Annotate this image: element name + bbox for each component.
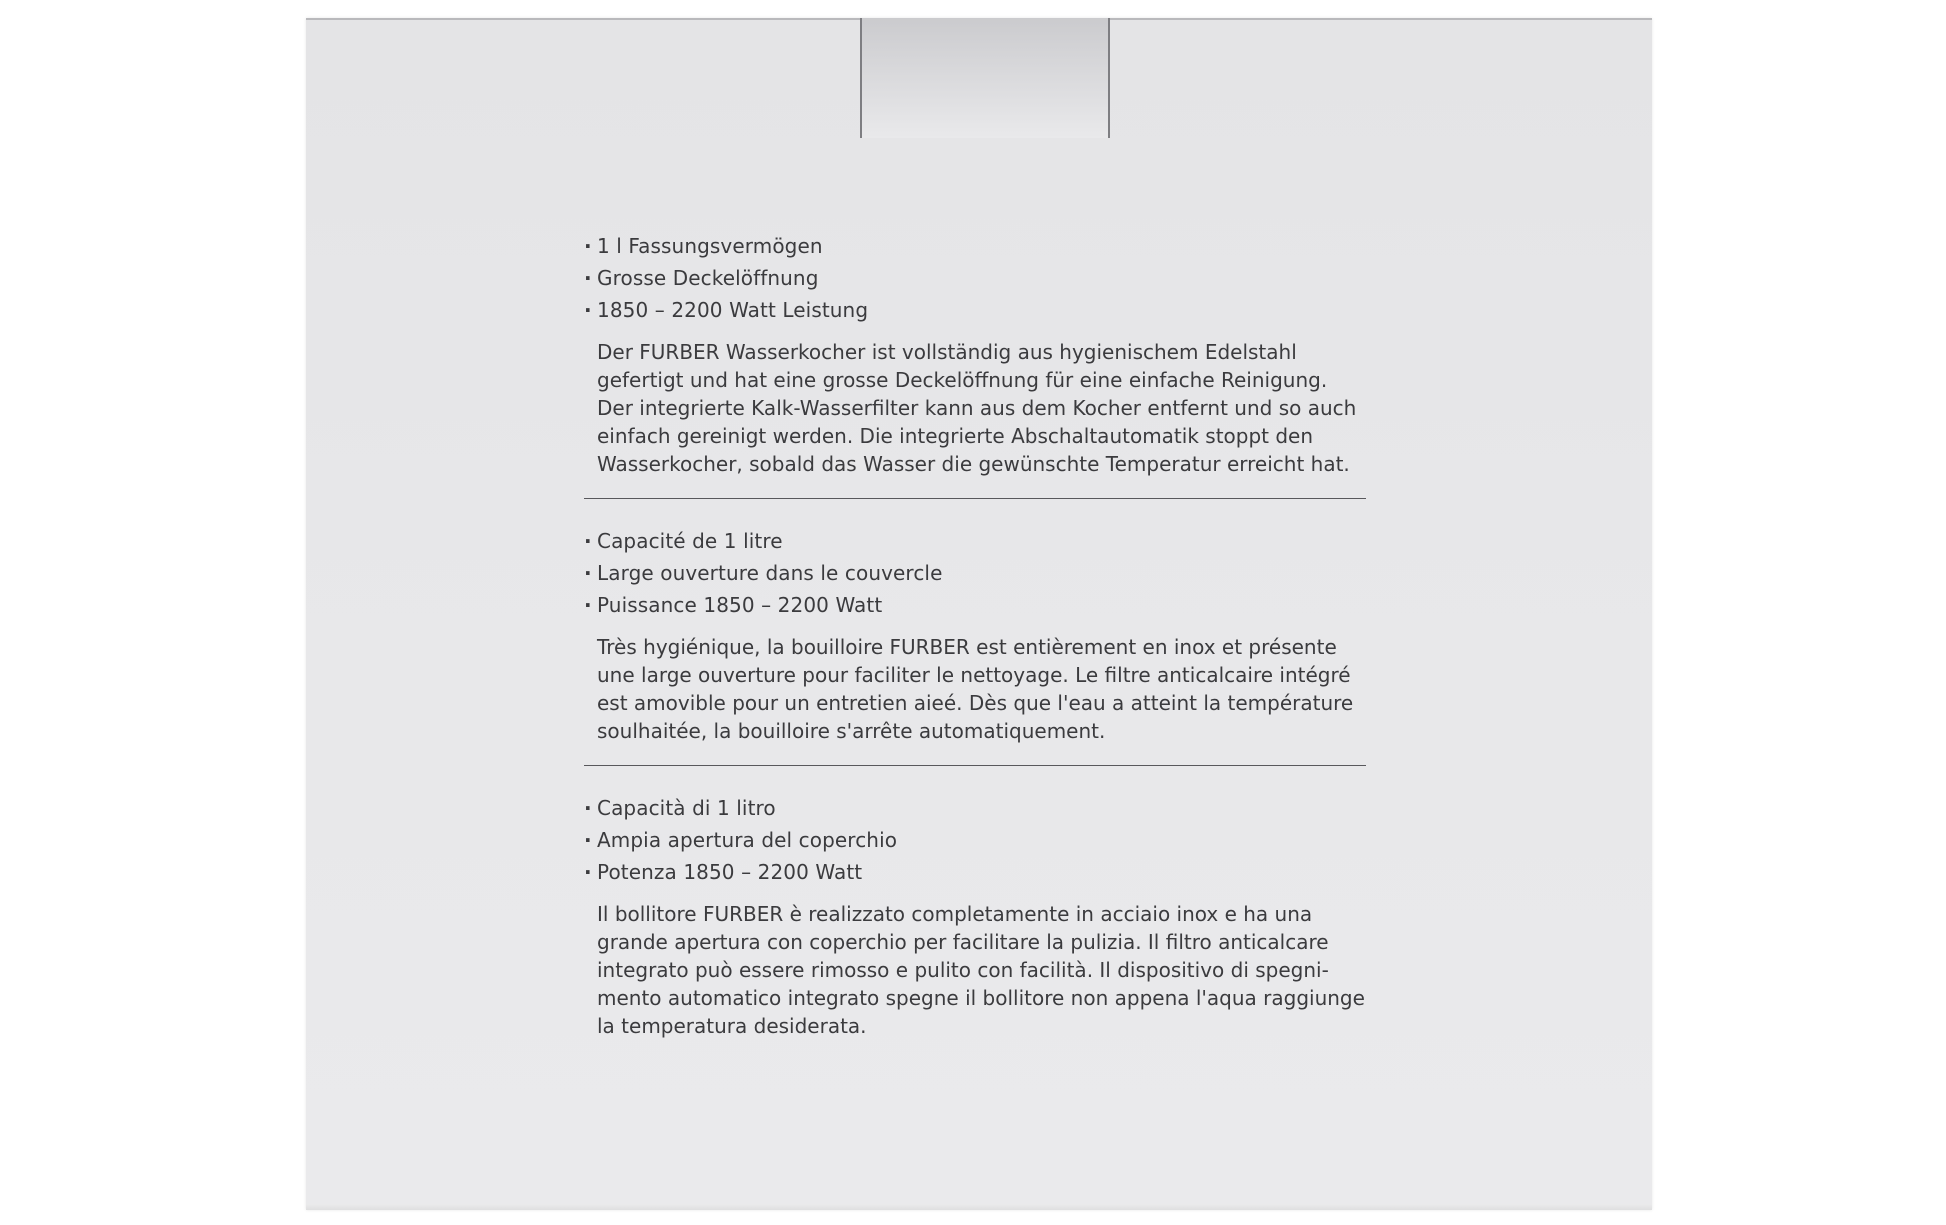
feature-item: · Ampia apertura del coperchio [584,824,1374,856]
feature-item: · Capacité de 1 litre [584,525,1374,557]
box-lid-flap [860,18,1110,138]
section-italian [584,792,1374,1040]
description-italian: Il bollitore FURBER è realizzato completamente in acciaio inox e ha una grande apertura con coperchio per facilitare la pulizia. Il filtro anticalcare integrato può essere rimosso e pulito con facilità. Il dispositivo di spegni- mento automatico integrato spegne il bollitore non appena l'aqua raggiunge la temperatura desiderata. [597,902,1365,1038]
description-german: Der FURBER Wasserkocher ist vollständig aus hygienischem Edelstahl gefertigt und hat eine grosse Deckelöffnung für eine einfache Reinigung. Der integrierte Kalk-Wasserfilter kann aus dem Kocher entfernt und so auch einfach gereinigt werden. Die integrierte Abschaltautomatik stoppt den Wasserkocher, sobald das Wasser die gewünschte Temperatur erreicht hat. [597,340,1357,476]
product-text-block [584,230,1374,1040]
feature-item: · 1850 – 2200 Watt Leistung [584,294,1374,326]
feature-list-german [584,230,1374,326]
feature-item: · Grosse Deckelöffnung [584,262,1374,294]
feature-list-italian [584,792,1374,888]
feature-item: · 1 l Fassungsvermögen [584,230,1374,262]
section-french [584,525,1374,745]
section-divider [584,498,1366,499]
feature-item: · Potenza 1850 – 2200 Watt [584,856,1374,888]
description-french: Très hygiénique, la bouilloire FURBER est entièrement en inox et présente une large ouverture pour faciliter le nettoyage. Le filtre anticalcaire intégré est amovible pour un entretien aieé. Dès que l'eau a atteint la température soulhaitée, la bouilloire s'arrête automatiquement. [597,635,1354,743]
feature-item: · Capacità di 1 litro [584,792,1374,824]
feature-list-french [584,525,1374,621]
section-german [584,230,1374,478]
section-divider [584,765,1366,766]
feature-item: · Puissance 1850 – 2200 Watt [584,589,1374,621]
packaging-box-panel [306,18,1652,1210]
feature-item: · Large ouverture dans le couvercle [584,557,1374,589]
